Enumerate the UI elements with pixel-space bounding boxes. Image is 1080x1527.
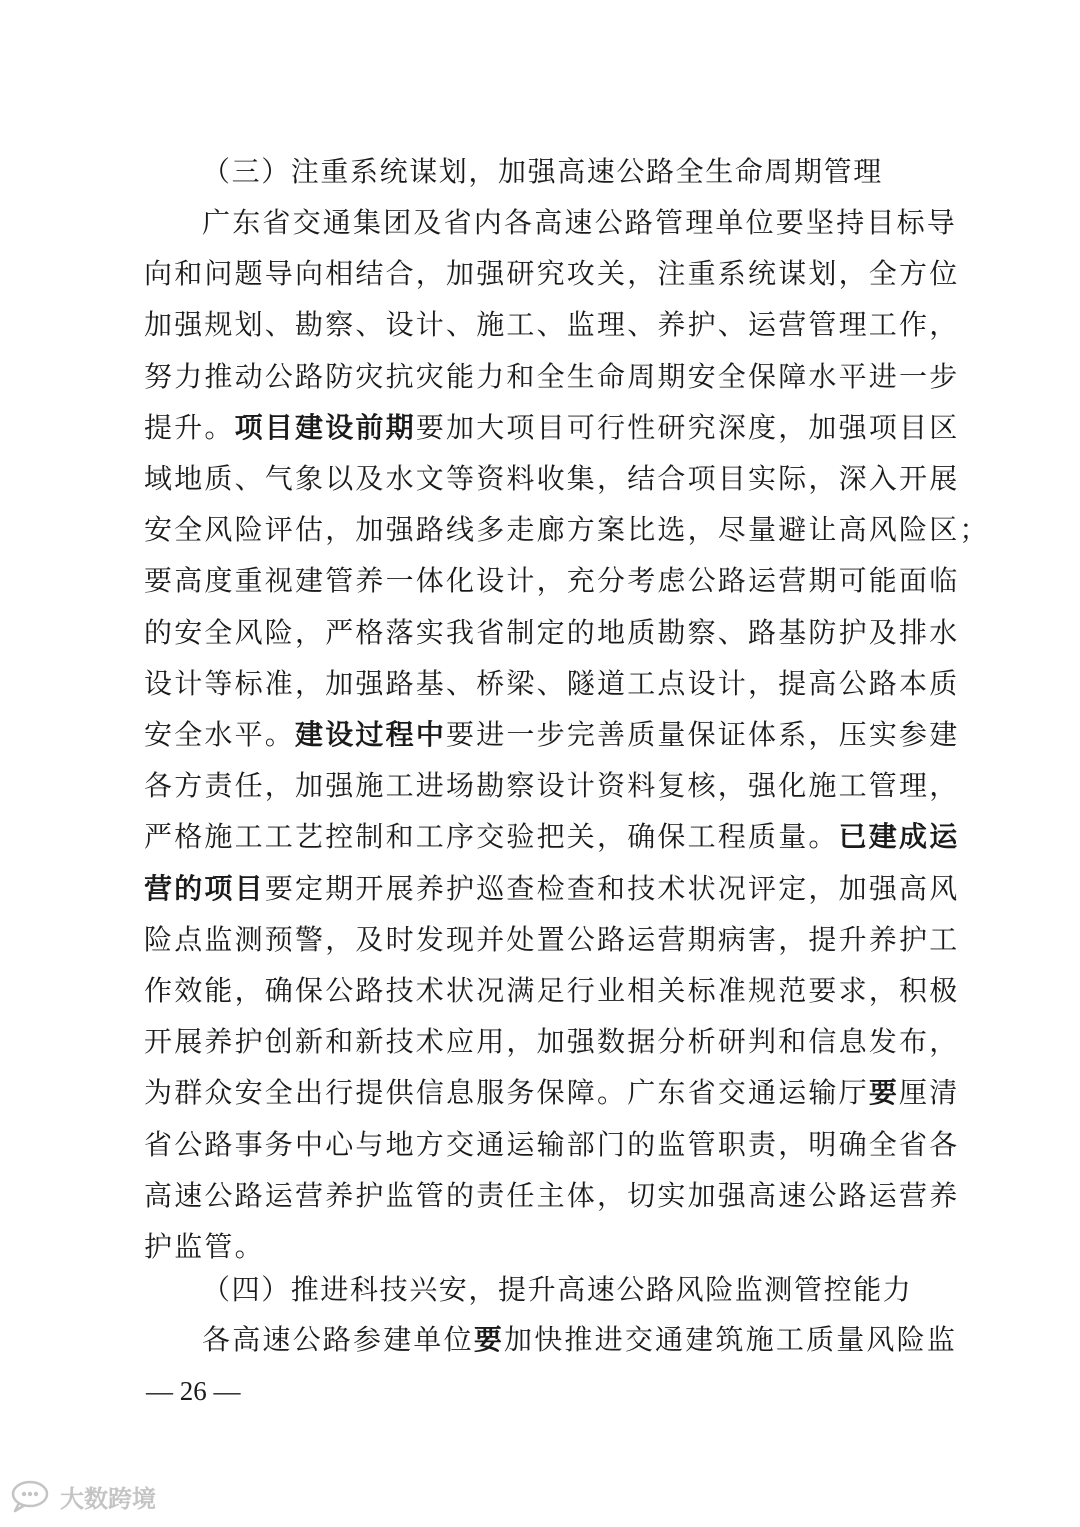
text-line (144, 1127, 960, 1161)
emphasis-text: 要 (473, 1323, 505, 1356)
text-segment: 提升。 (144, 410, 235, 444)
watermark-text: 大数跨境 (60, 1484, 156, 1513)
emphasis-text: 要 (868, 1076, 900, 1110)
text-line (144, 257, 960, 291)
emphasis-text: 建设过程中 (295, 718, 447, 751)
text-segment: 作效能，确保公路技术状况满足行业相关标准规范要求，积极 (144, 974, 960, 1007)
text-line (202, 1323, 958, 1356)
text-line (144, 1076, 960, 1110)
text-segment: 广东省交通集团及省内各高速公路管理单位要坚持目标导 (202, 206, 958, 239)
text-line (144, 410, 960, 444)
text-line (144, 718, 960, 751)
text-segment: 安全风险评估，加强路线多走廊方案比选，尽量避让高风险区； (144, 513, 990, 547)
text-line (144, 1230, 936, 1263)
text-segment: 要进一步完善质量保证体系，压实参建 (446, 718, 960, 751)
emphasis-text: 项目建设前期 (234, 410, 416, 444)
text-segment: 努力推动公路防灾抗灾能力和全生命周期安全保障水平进一步 (144, 359, 960, 393)
text-segment: 的安全风险，严格落实我省制定的地质勘察、路基防护及排水 (144, 615, 960, 649)
text-line (144, 615, 960, 649)
text-line (144, 1025, 960, 1059)
text-line (144, 308, 960, 342)
text-segment: 护监管。 (144, 1230, 265, 1263)
text-line (144, 462, 960, 495)
chat-bubble-logo-icon (10, 1479, 54, 1513)
text-line (144, 922, 960, 956)
text-line (144, 359, 960, 393)
text-segment: 要加大项目可行性研究深度，加强项目区 (415, 410, 960, 444)
text-segment: 为群众安全出行提供信息服务保障。广东省交通运输厅 (144, 1076, 869, 1110)
text-segment: 厘清 (899, 1076, 960, 1110)
text-segment: 加强规划、勘察、设计、施工、监理、养护、运营管理工作， (144, 308, 960, 342)
text-segment: 向和问题导向相结合，加强研究攻关，注重系统谋划，全方位 (144, 257, 960, 291)
text-line (144, 564, 960, 598)
text-line (144, 513, 990, 547)
section-heading-4: （四）推进科技兴安，提升高速公路风险监测管控能力 (202, 1273, 913, 1306)
text-segment: 险点监测预警，及时发现并处置公路运营期病害，提升养护工 (144, 922, 960, 956)
text-segment: 加快推进交通建筑施工质量风险监 (504, 1323, 958, 1356)
text-segment: 各方责任，加强施工进场勘察设计资料复核，强化施工管理， (144, 769, 960, 803)
text-line (144, 974, 960, 1007)
text-line (144, 769, 960, 803)
text-line (144, 666, 960, 700)
text-segment: 开展养护创新和新技术应用，加强数据分析研判和信息发布， (144, 1025, 960, 1059)
text-line (144, 1178, 960, 1212)
text-segment: 要定期开展养护巡查检查和技术状况评定，加强高风 (264, 871, 960, 905)
watermark (10, 1478, 156, 1514)
emphasis-text: 营的项目 (144, 871, 265, 905)
text-segment: 各高速公路参建单位 (202, 1323, 474, 1356)
page-number: — 26 — (146, 1376, 241, 1406)
text-segment: 高速公路运营养护监管的责任主体，切实加强高速公路运营养 (144, 1178, 960, 1212)
text-segment: 严格施工工艺控制和工序交验把关，确保工程质量。 (144, 820, 839, 854)
text-segment: 安全水平。 (144, 718, 296, 751)
emphasis-text: 已建成运 (838, 820, 960, 854)
text-segment: 域地质、气象以及水文等资料收集，结合项目实际，深入开展 (144, 462, 960, 495)
text-segment: 设计等标准，加强路基、桥梁、隧道工点设计，提高公路本质 (144, 666, 960, 700)
text-segment: 要高度重视建管养一体化设计，充分考虑公路运营期可能面临 (144, 564, 960, 598)
section-heading-3: （三）注重系统谋划，加强高速公路全生命周期管理 (202, 155, 883, 188)
text-line (144, 871, 960, 905)
text-line (144, 820, 960, 854)
text-segment: 省公路事务中心与地方交通运输部门的监管职责，明确全省各 (144, 1127, 960, 1161)
text-line (202, 206, 958, 239)
